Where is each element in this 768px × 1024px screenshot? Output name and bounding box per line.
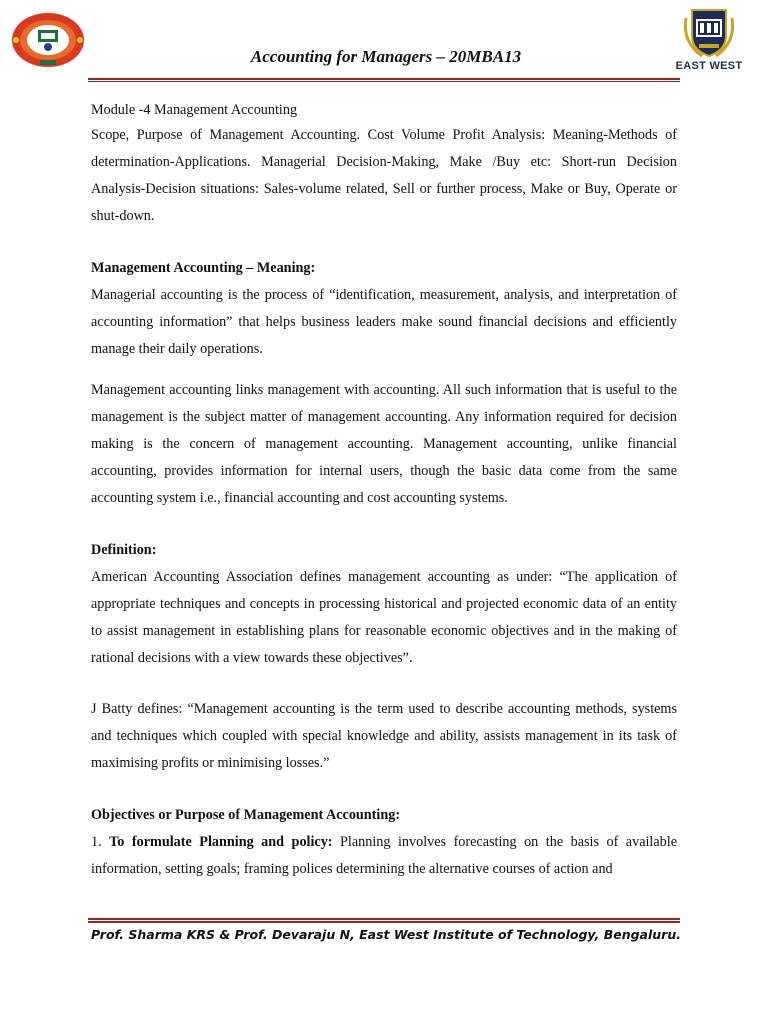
definition-paragraph-2: J Batty defines: “Management accounting is the term used to describe accounting methods, systems and techniques which coupled with special knowledge and ability, assists management in its task of maximising profits or minimising losses.” bbox=[91, 701, 677, 771]
module-syllabus bbox=[91, 122, 677, 230]
objectives-heading: Objectives or Purpose of Management Accounting: bbox=[91, 807, 401, 823]
header-rule bbox=[88, 78, 680, 82]
objective-item-1 bbox=[91, 829, 677, 883]
objective-item-1-number: 1. bbox=[91, 834, 102, 850]
meaning-paragraph-2: Management accounting links management with accounting. All such information that is useful to the management is the subject matter of management accounting. Any information required for decision making is the concern of management accounting. Management accounting, unlike financial accounting, provides information for internal users, though the basic data come from the same accounting system i.e., financial accounting and cost accounting systems. bbox=[91, 382, 677, 506]
page-content bbox=[91, 99, 677, 883]
footer-credits: Prof. Sharma KRS & Prof. Devaraju N, East West Institute of Technology, Bengaluru. bbox=[91, 927, 681, 942]
module-syllabus-text: Scope, Purpose of Management Accounting. Cost Volume Profit Analysis: Meaning-Methods of determination-Applications. Managerial Decision-Making, Make /Buy etc: Short-run Decision Analysis-Decision situations: Sales-volume related, Sell or further process, Make or Buy, Operate or shut-down. bbox=[91, 127, 677, 224]
objective-item-1-title: To formulate Planning and policy: bbox=[109, 834, 333, 850]
east-west-logo-text: EAST WEST bbox=[675, 60, 743, 72]
objective-item-1-text: Planning involves forecasting on the basis of available information, setting goals; framing polices determining the alternative courses of action and bbox=[91, 834, 678, 877]
meaning-heading: Management Accounting – Meaning: bbox=[91, 260, 316, 276]
module-title: Module -4 Management Accounting bbox=[91, 102, 298, 118]
definition-paragraph-1: American Accounting Association defines management accounting as under: “The application of appropriate techniques and concepts in processing historical and projected economic data of an entity to assist management in establishing plans for reasonable economic objectives and in the making of rational decisions with a view towards these objectives”. bbox=[91, 569, 677, 666]
definition-heading: Definition: bbox=[91, 542, 157, 558]
meaning-paragraph-1: Managerial accounting is the process of “identification, measurement, analysis, and interpretation of accounting information” that helps business leaders make sound financial decisions and efficiently manage their daily operations. bbox=[91, 287, 677, 357]
header-title: Accounting for Managers – 20MBA13 bbox=[250, 47, 522, 66]
footer-rule bbox=[88, 918, 680, 923]
